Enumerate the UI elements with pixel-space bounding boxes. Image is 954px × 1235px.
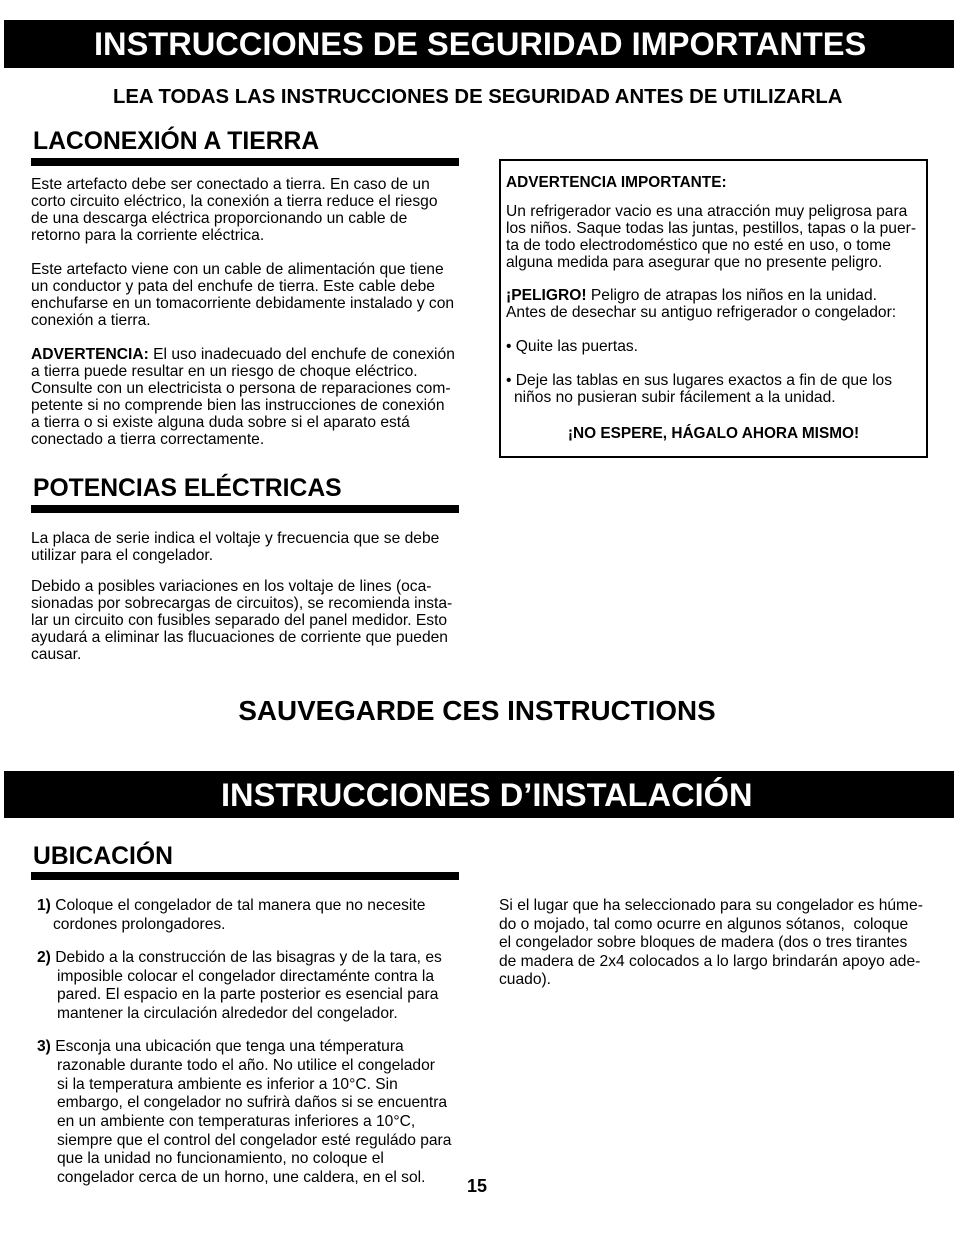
electrical-paragraph: La placa de serie indica el voltaje y frecuencia que se debe utilizar para el congelador. — [31, 530, 440, 564]
location-heading: UBICACIÓN — [33, 843, 173, 870]
grounding-paragraph: Este artefacto viene con un cable de alimentación que tiene un conductor y pata del enchufe de tierra. Este cable debe enchufarse en un tomacorriente debidamente instalado y con conexión a tierra. — [31, 261, 455, 329]
electrical-text — [31, 530, 459, 663]
page-number: 15 — [466, 1176, 488, 1196]
electrical-heading-rule — [31, 505, 459, 513]
danger-text: Peligro de atrapas los niños en la unidad. Antes de desechar su antiguo refrigerador o congelador: — [506, 287, 897, 321]
damp-location-note: Si el lugar que ha seleccionado para su congelador es húme- do o mojado, tal como ocurre en algunos sótanos, coloque el congelador sobre bloques de madera (dos o tres tirantes de madera de 2x4 colocados a lo largo brindarán apoyo ade- cuado). — [499, 897, 923, 988]
step-text: Coloque el congelador de tal manera que no necesite cordones prolongadores. — [53, 897, 426, 933]
grounding-paragraph: Este artefacto debe ser conectado a tierra. En caso de un corto circuito eléctrico, la conexión a tierra reduce el riesgo de una descarga eléctrica proporcionando un cable de retorno para la corriente eléctrica. — [31, 176, 438, 244]
grounding-heading-rule — [31, 158, 459, 166]
bullet-item: • Deje las tablas en sus lugares exactos a fin de que los niños no pusieran subir fácilement a la unidad. — [506, 372, 892, 406]
grounding-heading: LACONEXIÓN A TIERRA — [33, 128, 320, 155]
location-heading-rule — [31, 872, 459, 880]
installation-banner — [4, 771, 954, 818]
read-all-instructions-notice: LEA TODAS LAS INSTRUCCIONES DE SEGURIDAD ANTES DE UTILIZARLA — [113, 86, 843, 108]
important-warning-closing: ¡NO ESPERE, HÁGALO AHORA MISMO! — [567, 425, 860, 442]
safety-banner-title: INSTRUCCIONES DE SEGURIDAD IMPORTANTES — [94, 25, 867, 62]
electrical-heading: POTENCIAS ELÉCTRICAS — [33, 475, 342, 502]
bullet-item: • Quite las puertas. — [506, 338, 639, 355]
step-number: 1) — [37, 897, 51, 914]
important-warning-intro: Un refrigerador vacio es una atracción muy peligrosa para los niños. Saque todas las juntas, pestillos, tapas o la puer- ta de todo electrodoméstico que no esté en uso, o tome alguna medida para asegurar que no presente peligro. — [506, 203, 917, 271]
grounding-warning-label: ADVERTENCIA: — [31, 346, 149, 363]
important-warning-box — [499, 159, 928, 458]
installation-banner-title: INSTRUCCIONES D’INSTALACIÓN — [221, 776, 753, 813]
location-step — [37, 1038, 459, 1188]
safety-banner — [4, 20, 954, 68]
grounding-warning-paragraph — [31, 346, 459, 448]
important-warning-heading: ADVERTENCIA IMPORTANTE: — [506, 174, 727, 191]
step-text: Debido a la construcción de las bisagras y de la tara, es imposible colocar el congelador directaménte contra la pared. El espacio en la parte posterior es esencial para mantener la circulación alrededor del congelador. — [55, 948, 442, 1023]
danger-paragraph — [506, 287, 921, 321]
grounding-warning-text: El uso inadecuado del enchufe de conexión a tierra puede resultar en un riesgo de choque eléctrico. Consulte con un electricista o persona de reparaciones com- petente si no comprende bien las instrucciones de conexión a tierra o si existe alguna duda sobre si el aparato está conectado a tierra correctamente. — [31, 346, 455, 448]
grounding-text — [31, 176, 459, 448]
location-step — [37, 949, 459, 1024]
save-instructions-notice: SAUVEGARDE CES INSTRUCTIONS — [238, 695, 716, 726]
electrical-paragraph: Debido a posibles variaciones en los voltaje de lines (oca- sionadas por sobrecargas de circuitos), se recomienda insta- lar un circuito con fusibles separado del panel medidor. Esto ayudará a eliminar las flucuaciones de corriente que pueden causar. — [31, 578, 453, 663]
danger-label: ¡PELIGRO! — [506, 287, 587, 304]
location-steps — [37, 897, 459, 1202]
step-text: Esconja una ubicación que tenga una témperatura razonable durante todo el año. No utilice el congelador si la temperatura ambiente es inferior a 10°C. Sin embargo, el congelador no sufrirà daños si se encuentra en un ambiente con temperaturas inferiores a 10°C, siempre que el control del congelador esté reguládo para que la unidad no funcionamiento, no coloque el congelador cerca de un horno, une caldera, en el sol. — [55, 1038, 452, 1187]
step-number: 3) — [37, 1038, 51, 1056]
location-step — [37, 897, 459, 934]
step-number: 2) — [37, 948, 51, 966]
